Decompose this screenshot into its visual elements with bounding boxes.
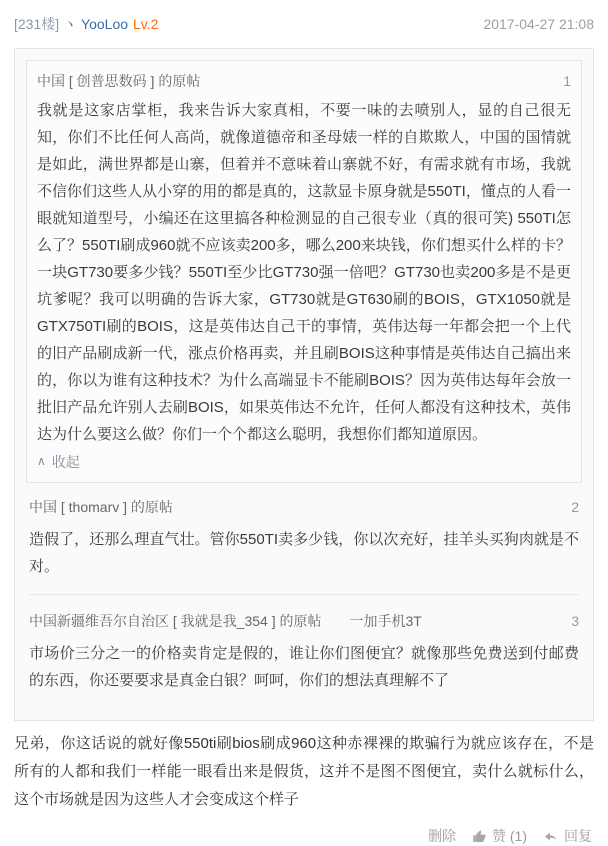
quote-2-body: 造假了，还那么理直气壮。管你550TI卖多少钱，你以次充好，挂羊头买狗肉就是不对。	[29, 531, 579, 575]
quote-index: 3	[571, 613, 579, 629]
thumb-up-icon	[472, 829, 487, 844]
quote-3-body: 市场价三分之一的价格卖肯定是假的，谁让你们图便宜？就像那些免费送到付邮费的东西，你还要要求是真金白银？呵呵，你们的想法真理解不了	[29, 645, 579, 689]
quote-3	[26, 607, 582, 706]
quote-1-header	[37, 69, 571, 97]
quote-divider	[29, 594, 579, 595]
reply-button[interactable]	[543, 826, 592, 846]
quote-block	[14, 48, 594, 721]
posted-from-device: 一加手机3T	[349, 613, 422, 629]
quote-1	[26, 60, 582, 483]
user-level-badge: Lv.2	[133, 16, 159, 32]
quote-2-header	[29, 495, 579, 523]
reply-body: 兄弟，你这话说的就好像550ti刷bios刷成960这种赤裸裸的欺骗行为就应该存在，不是所有的人都和我们一样能一眼看出来是假货，这并不是图不图便宜，卖什么就标什么，这个市场就是因为这些人才会变成这个样子	[14, 735, 594, 808]
reply-arrow-icon	[543, 829, 559, 843]
post-timestamp: 2017-04-27 21:08	[483, 16, 594, 32]
quote-1-body: 我就是这家店掌柜，我来告诉大家真相，不要一味的去喷别人，显的自己很无知，你们不比任何人高尚，就像道德帝和圣母婊一样的自欺欺人，中国的国情就是如此，满世界都是山寨，但着并不意味着山寨就不好，有需求就有市场，我就不信你们这些人从小穿的用的都是真的，这款显卡原身就是550TI，懂点的人看一眼就知道型号，小编还在这里搞各种检测显的自己很专业（真的很可笑) 550TI怎么了？550TI刷成960就不应该卖200多，哪么200来块钱，你们想买什么样的卡？一块GT730要多少钱？550TI至少比GT730强一倍吧？GT730也卖200多是不是更坑爹呢？我可以明确的告诉大家，GT730就是GT630刷的BOIS，GTX1050就是GTX750TI刷的BOIS，这是英伟达自己干的事情，英伟达每一年都会把一个上代的旧产品刷成新一代，涨点价格再卖，并且刷BOIS这种事情是英伟达自己搞出来的，你以为谁有这种技术？为什么高端显卡不能刷BOIS？因为英伟达每年会放一批旧产品允许别人去刷BOIS，如果英伟达不允许，任何人都没有这种技术，英伟达为什么要这么做？你们一个个都这么聪明，我想你们都知道原因。	[37, 102, 571, 443]
quote-source-label[interactable]: 中国 [ thomarv ] 的原帖	[29, 499, 173, 515]
like-label: 赞 (1)	[492, 828, 527, 844]
post-footer	[14, 818, 594, 846]
quote-index: 1	[563, 73, 571, 89]
delete-button[interactable]	[428, 826, 456, 846]
post-header	[14, 12, 594, 48]
collapse-link[interactable]	[37, 452, 80, 472]
reply-label: 回复	[564, 828, 592, 844]
delete-label: 删除	[428, 828, 456, 844]
quote-source-label[interactable]: 中国新疆维吾尔自治区 [ 我就是我_354 ] 的原帖	[29, 613, 322, 629]
chevron-up-icon: ∧	[37, 454, 46, 468]
username-link[interactable]: ヽ YooLoo	[63, 16, 129, 32]
floor-number: [231楼]	[14, 16, 60, 32]
post-author-line	[14, 14, 158, 34]
quote-3-header	[29, 609, 579, 637]
like-button[interactable]	[472, 826, 527, 846]
quote-index: 2	[571, 499, 579, 515]
quote-2	[26, 493, 582, 592]
collapse-label: 收起	[51, 454, 80, 470]
quote-source-label[interactable]: 中国 [ 创普思数码 ] 的原帖	[37, 73, 201, 89]
